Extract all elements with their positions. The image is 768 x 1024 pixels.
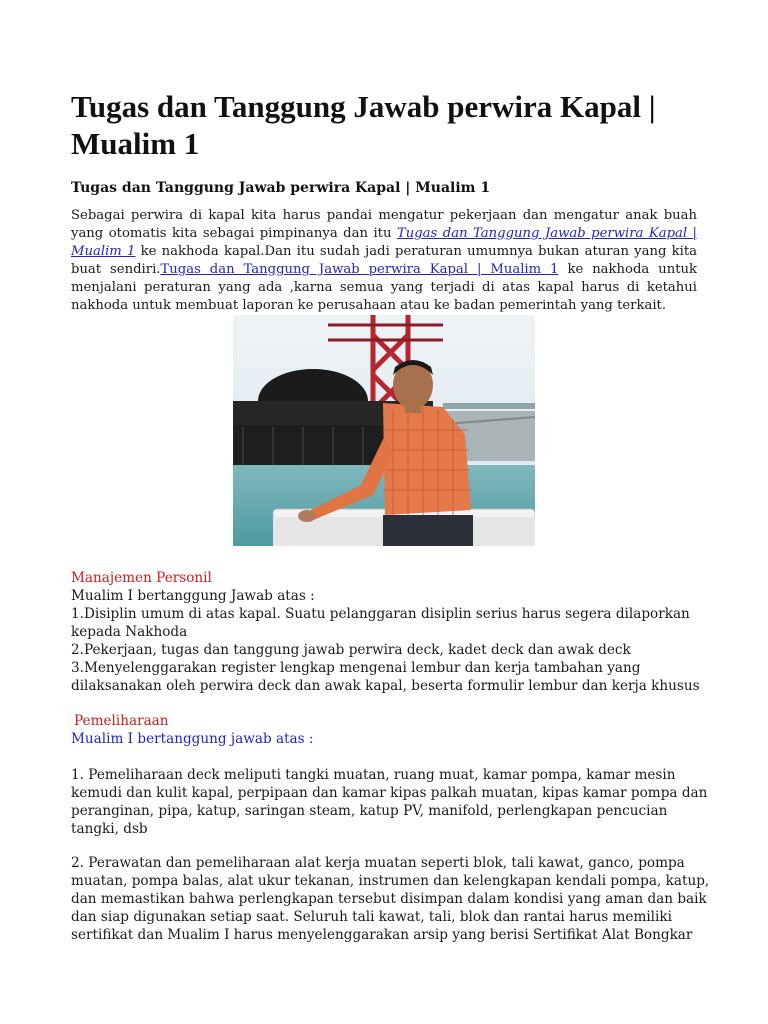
list-item: 1.Disiplin umum di atas kapal. Suatu pelanggaran disiplin serius harus segera dilaporkan kepada Nakhoda — [71, 606, 690, 640]
ship-deck-photo — [233, 315, 535, 546]
list-item: 3.Menyelenggarakan register lengkap mengenai lembur dan kerja tambahan yang dilaksanakan oleh perwira deck dan awak kapal, beserta formulir lembur dan kerja khusus — [71, 660, 700, 694]
list-item — [71, 854, 711, 944]
section-heading-personil: Manajemen Personil — [71, 570, 212, 586]
list-item — [71, 766, 711, 838]
section-pemeliharaan — [71, 712, 711, 748]
section-lead-personil: Mualim I bertanggung Jawab atas : — [71, 588, 315, 604]
section-heading-pemeliharaan: Pemeliharaan — [74, 713, 169, 729]
maintenance-item-1: 1. Pemeliharaan deck meliputi tangki muatan, ruang muat, kamar pompa, kamar mesin kemudi dan kulit kapal, perpipaan dan kamar kipas palkah muatan, kipas kamar pompa dan peranginan, pipa, katup, saringan steam, katup PV, manifold, perlengkapan pencucian tangki, dsb — [71, 767, 708, 837]
section-lead-pemeliharaan: Mualim I bertanggung jawab atas : — [71, 731, 314, 747]
maintenance-item-2: 2. Perawatan dan pemeliharaan alat kerja muatan seperti blok, tali kawat, ganco, pompa muatan, pompa balas, alat ukur tekanan, instrumen dan kelengkapan kendali pompa, katup, dan memastikan bahwa perlengkapan tersebut disimpan dalam kondisi yang aman dan baik dan siap digunakan setiap saat. Seluruh tali kawat, tali, blok dan rantai harus memiliki sertifikat dan Mualim I harus menyelenggarakan arsip yang berisi Sertifikat Alat Bongkar — [71, 855, 710, 943]
intro-text-1: Sebagai perwira di kapal kita harus pandai mengatur pekerjaan dan mengatur anak buah yang otomatis kita sebagai pimpinanya dan itu — [71, 208, 697, 241]
article-link-1[interactable]: Tugas dan Tanggung Jawab perwira Kapal | Mualim 1 — [71, 226, 698, 259]
list-item: 2.Pekerjaan, tugas dan tanggung jawab perwira deck, kadet deck dan awak deck — [71, 642, 631, 658]
article-link-2[interactable]: Tugas dan Tanggung Jawab perwira Kapal | Mualim 1 — [160, 262, 559, 277]
article-subtitle: Tugas dan Tanggung Jawab perwira Kapal | Mualim 1 — [71, 180, 491, 196]
section-manajemen-personil — [71, 569, 711, 695]
page-title: Tugas dan Tanggung Jawab perwira Kapal | Mualim 1 — [71, 89, 656, 161]
intro-text-3: ke nakhoda untuk menjalani peraturan yang ada ,karna semua yang terjadi di atas kapal harus di ketahui nakhoda untuk membuat laporan ke perusahaan atau ke badan pemerintah yang terkait. — [71, 262, 697, 313]
intro-text-2: ke nakhoda kapal.Dan itu sudah jadi peraturan umumnya bukan aturan yang kita buat sendiri. — [71, 244, 697, 277]
intro-paragraph — [71, 207, 697, 315]
